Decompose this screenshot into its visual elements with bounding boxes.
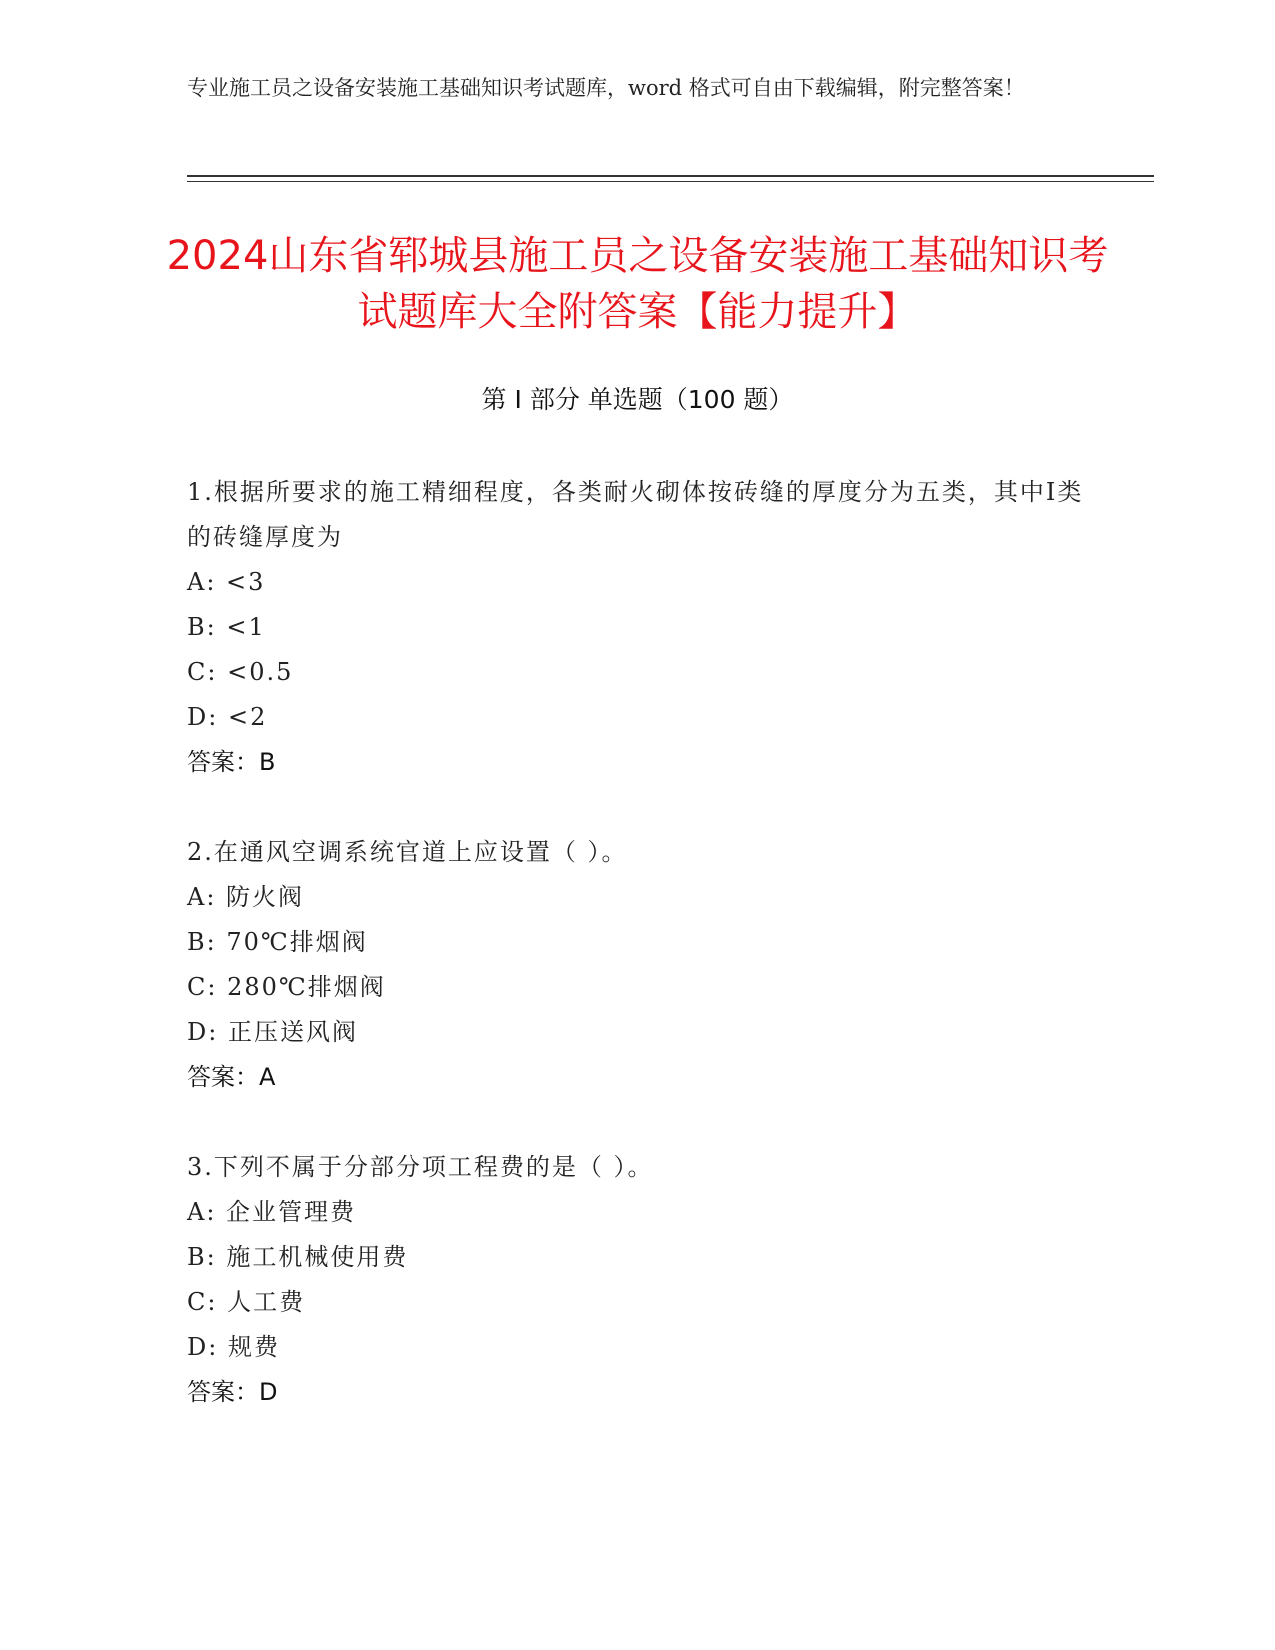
- header-divider-thick: [187, 175, 1154, 177]
- option-d: D: <2: [187, 703, 268, 731]
- question-stem: 2.在通风空调系统官道上应设置（ ）。: [187, 838, 628, 866]
- document-title: 2024山东省郓城县施工员之设备安装施工基础知识考试题库大全附答案【能力提升】: [166, 233, 1109, 335]
- answer: 答案：D: [187, 1378, 278, 1406]
- option-a: A: 企业管理费: [187, 1198, 357, 1226]
- header-divider-thin: [187, 181, 1154, 182]
- question-1: [187, 470, 1087, 785]
- answer: 答案：B: [187, 748, 276, 776]
- header-note: 专业施工员之设备安装施工基础知识考试题库，word 格式可自由下载编辑，附完整答案！: [187, 76, 1025, 100]
- question-stem: 1.根据所要求的施工精细程度，各类耐火砌体按砖缝的厚度分为五类，其中Ⅰ类的砖缝厚度为: [187, 478, 1084, 551]
- option-a: A: 防火阀: [187, 883, 305, 911]
- option-d: D: 正压送风阀: [187, 1018, 358, 1046]
- option-c: C: 280℃排烟阀: [187, 973, 386, 1001]
- question-list: [187, 470, 1087, 1460]
- option-b: B: <1: [187, 613, 266, 641]
- option-b: B: 70℃排烟阀: [187, 928, 368, 956]
- section-heading: 第 I 部分 单选题（100 题）: [481, 385, 794, 414]
- answer: 答案：A: [187, 1063, 276, 1091]
- option-a: A: <3: [187, 568, 266, 596]
- option-b: B: 施工机械使用费: [187, 1243, 409, 1271]
- option-c: C: 人工费: [187, 1288, 306, 1316]
- question-3: [187, 1145, 1087, 1415]
- option-c: C: <0.5: [187, 658, 294, 686]
- question-stem: 3.下列不属于分部分项工程费的是（ ）。: [187, 1153, 654, 1181]
- option-d: D: 规费: [187, 1333, 280, 1361]
- question-2: [187, 830, 1087, 1100]
